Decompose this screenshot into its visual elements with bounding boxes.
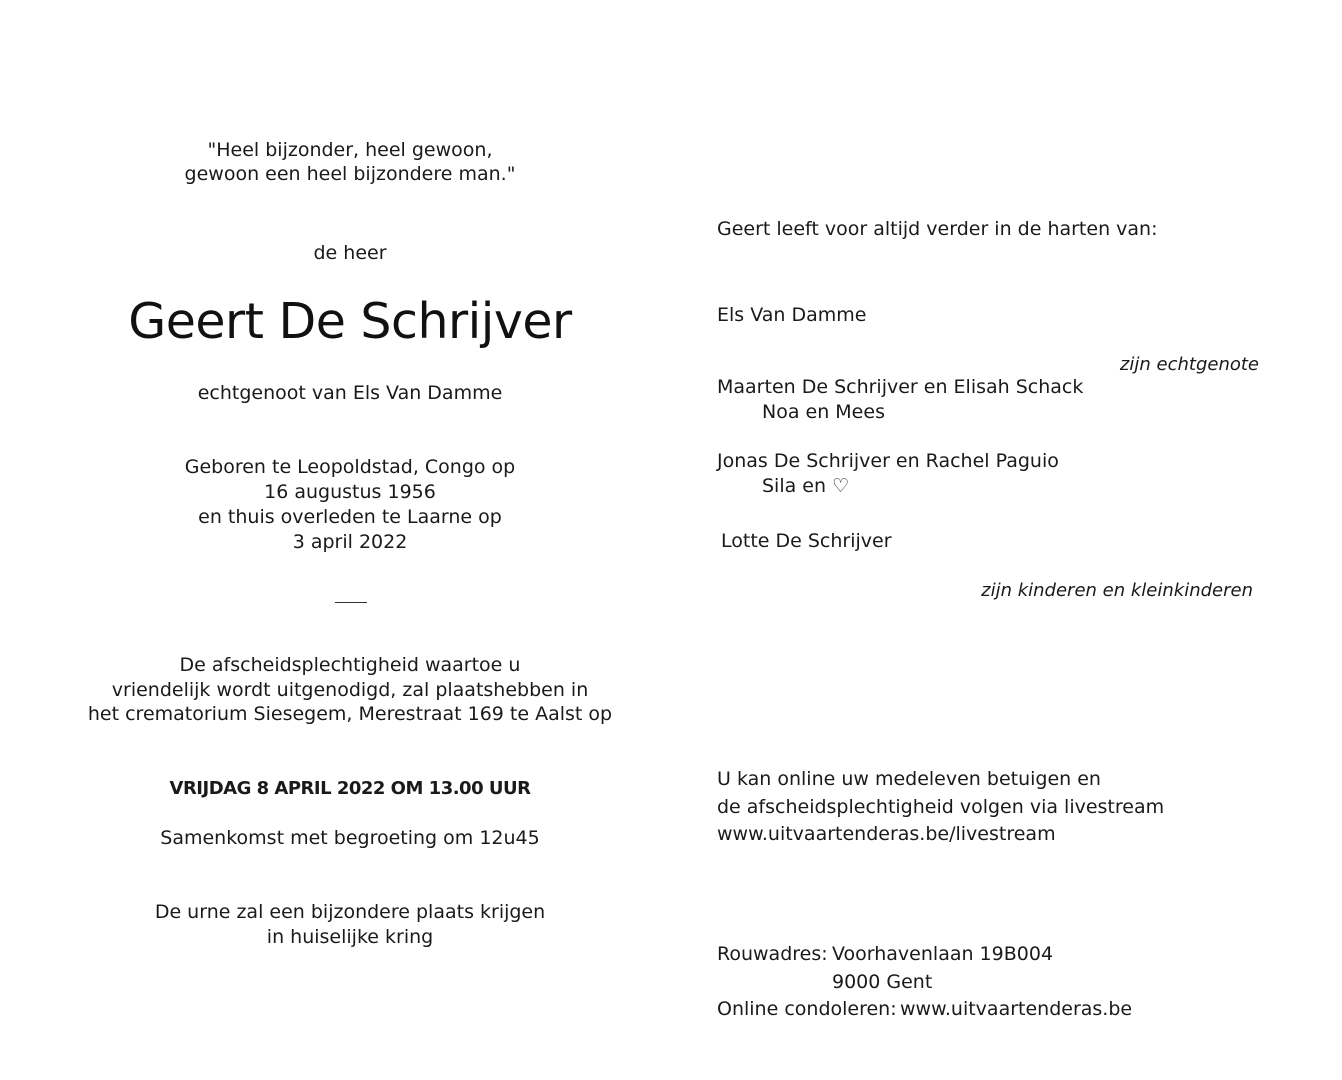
online-line-1: U kan online uw medeleven betuigen en	[717, 768, 1101, 790]
condolence-link[interactable]: www.uitvaartenderas.be	[900, 998, 1133, 1020]
condolence-label: Online condoleren:	[717, 998, 897, 1020]
ceremony-line-2: vriendelijk wordt uitgenodigd, zal plaatshebben in	[111, 679, 589, 701]
family-3: Lotte De Schrijver	[721, 530, 892, 552]
ceremony-date-time: VRIJDAG 8 APRIL 2022 OM 13.00 UUR	[169, 778, 531, 799]
children-role: zijn kinderen en kleinkinderen	[981, 580, 1253, 601]
family-1-grandchildren: Noa en Mees	[762, 401, 885, 423]
urn-line-1: De urne zal een bijzondere plaats krijgen	[154, 901, 546, 923]
spouse-role: zijn echtgenote	[1119, 354, 1259, 375]
gathering-text: Samenkomst met begroeting om 12u45	[160, 827, 540, 849]
quote-line-2: gewoon een heel bijzondere man."	[184, 163, 516, 185]
address-street: Voorhavenlaan 19B004	[832, 943, 1054, 965]
spouse-line: echtgenoot van Els Van Damme	[197, 382, 503, 404]
address-city: 9000 Gent	[832, 971, 933, 993]
birth-line-2: 16 augustus 1956	[264, 481, 436, 503]
ceremony-line-3: het crematorium Siesegem, Merestraat 169 te Aalst op	[87, 703, 613, 725]
online-line-2: de afscheidsplechtigheid volgen via livestream	[717, 796, 1165, 818]
divider	[335, 602, 367, 603]
address-label: Rouwadres:	[717, 943, 828, 965]
livestream-link[interactable]: www.uitvaartenderas.be/livestream	[717, 823, 1056, 845]
family-2: Jonas De Schrijver en Rachel Paguio	[717, 450, 1059, 472]
birth-line-1: Geboren te Leopoldstad, Congo op	[184, 456, 516, 478]
ceremony-line-1: De afscheidsplechtigheid waartoe u	[179, 654, 521, 676]
death-line-2: 3 april 2022	[292, 531, 408, 553]
survivors-intro: Geert leeft voor altijd verder in de harten van:	[717, 218, 1158, 240]
quote-line-1: "Heel bijzonder, heel gewoon,	[207, 139, 493, 161]
title-text: de heer	[313, 242, 387, 264]
urn-line-2: in huiselijke kring	[266, 926, 434, 948]
family-2-grandchildren: Sila en ♡	[762, 475, 850, 497]
spouse-name: Els Van Damme	[717, 304, 867, 326]
deceased-name: Geert De Schrijver	[128, 293, 572, 350]
death-line-1: en thuis overleden te Laarne op	[198, 506, 502, 528]
family-1: Maarten De Schrijver en Elisah Schack	[717, 376, 1084, 398]
